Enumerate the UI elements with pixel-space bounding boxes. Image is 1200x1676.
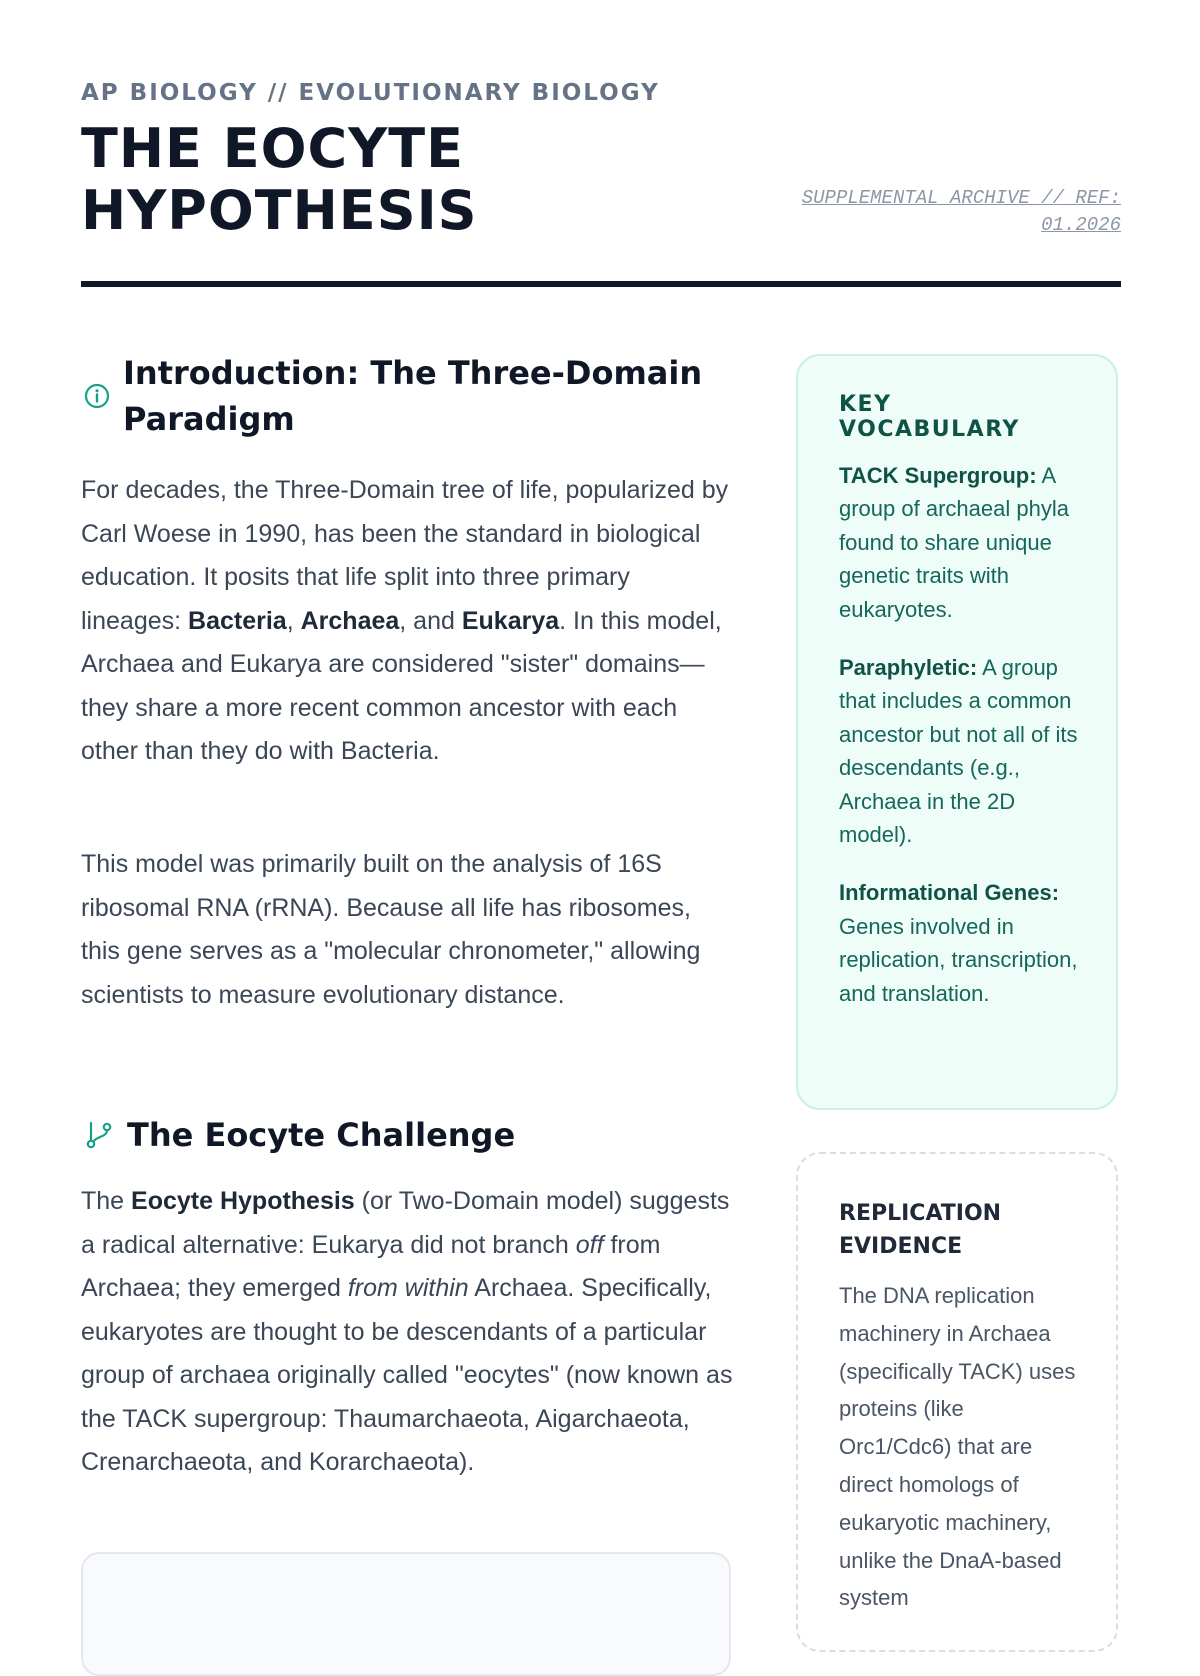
challenge-text-c: from Archaea; they emerged [81, 1230, 661, 1302]
info-circle-icon [81, 380, 113, 412]
challenge-heading [81, 1112, 515, 1158]
challenge-paragraph [81, 1180, 741, 1485]
intro-heading-text: Introduction: The Three-Domain Paradigm [123, 354, 703, 438]
emphasis-off: off [575, 1230, 604, 1259]
vocab-definition: Genes involved in replication, transcription, and translation. [839, 913, 1078, 1006]
vocab-definition: A group that includes a common ancestor but not all of its descendants (e.g., Archaea in the 2D model). [839, 655, 1078, 848]
vocab-term: Informational Genes: [839, 880, 1060, 906]
challenge-text-d: Archaea. Specifically, eukaryotes are thought to be descendants of a particular group of archaea originally called "eocytes" (now known as the TACK supergroup: Thaumarchaeota, Aigarchaeota, Crenarchaeota, and Korarchaeota). [81, 1274, 733, 1476]
term-eocyte-hypothesis: Eocyte Hypothesis [131, 1187, 355, 1215]
vocab-item [839, 651, 1078, 851]
replication-evidence-box [796, 1152, 1118, 1652]
emphasis-from-within: from within [347, 1274, 469, 1302]
intro-paragraph-2: This model was primarily built on the analysis of 16S ribosomal RNA (rRNA). Because all life has ribosomes, this gene serves as a "molecular chronometer," allowing scientists to measure evolutionary distance. [81, 850, 701, 1009]
header-divider [81, 281, 1121, 287]
vocab-item [839, 876, 1078, 1010]
intro-p1-text-a: For decades, the Three-Domain tree of life, popularized by Carl Woese in 1990, has been the standard in biological education. It posits that life split into three primary lineages: [81, 476, 729, 635]
challenge-heading-text: The Eocyte Challenge [127, 1116, 516, 1154]
document-page [81, 0, 1121, 1611]
vocab-term: Paraphyletic: [839, 655, 978, 681]
vocab-definition: A group of archaeal phyla found to share unique genetic traits with eukaryotes. [839, 463, 1069, 622]
figure-card [81, 1552, 731, 1676]
vocab-item [839, 459, 1078, 626]
main-content [81, 350, 733, 1476]
intro-p1-text-c: , and [399, 606, 462, 635]
intro-paragraph-1 [81, 469, 731, 774]
term-eukarya: Eukarya [461, 606, 560, 635]
evidence-text: The DNA replication machinery in Archaea (specifically TACK) uses proteins (like Orc1/Cdc6) that are direct homologs of eukaryotic machinery, unlike the DnaA-based system [839, 1283, 1076, 1611]
page-title [81, 118, 681, 242]
intro-heading [81, 350, 731, 442]
archive-reference-link[interactable]: SUPPLEMENTAL ARCHIVE // REF: 01.2026 [801, 187, 1121, 236]
intro-p1-text-d: . In this model, Archaea and Eukarya are considered "sister" domains—they share a more recent common ancestor with each other than they do with Bacteria. [81, 606, 722, 765]
challenge-text-b: (or Two-Domain model) suggests a radical alternative: Eukarya did not branch [81, 1187, 730, 1259]
git-branch-icon [81, 1119, 117, 1151]
term-archaea: Archaea [300, 606, 400, 635]
title-line-2: HYPOTHESIS [81, 179, 478, 242]
intro-p1-text-b: , [286, 606, 301, 635]
challenge-text-a: The [81, 1187, 132, 1215]
term-bacteria: Bacteria [188, 606, 287, 635]
course-kicker: AP BIOLOGY // EVOLUTIONARY BIOLOGY [81, 80, 660, 106]
vocab-term: TACK Supergroup: [839, 463, 1037, 488]
title-line-1: THE EOCYTE [81, 117, 464, 180]
key-vocabulary-box [796, 354, 1118, 1110]
vocabulary-heading: KEY VOCABULARY [839, 392, 1020, 442]
evidence-heading: REPLICATION EVIDENCE [839, 1201, 1002, 1259]
